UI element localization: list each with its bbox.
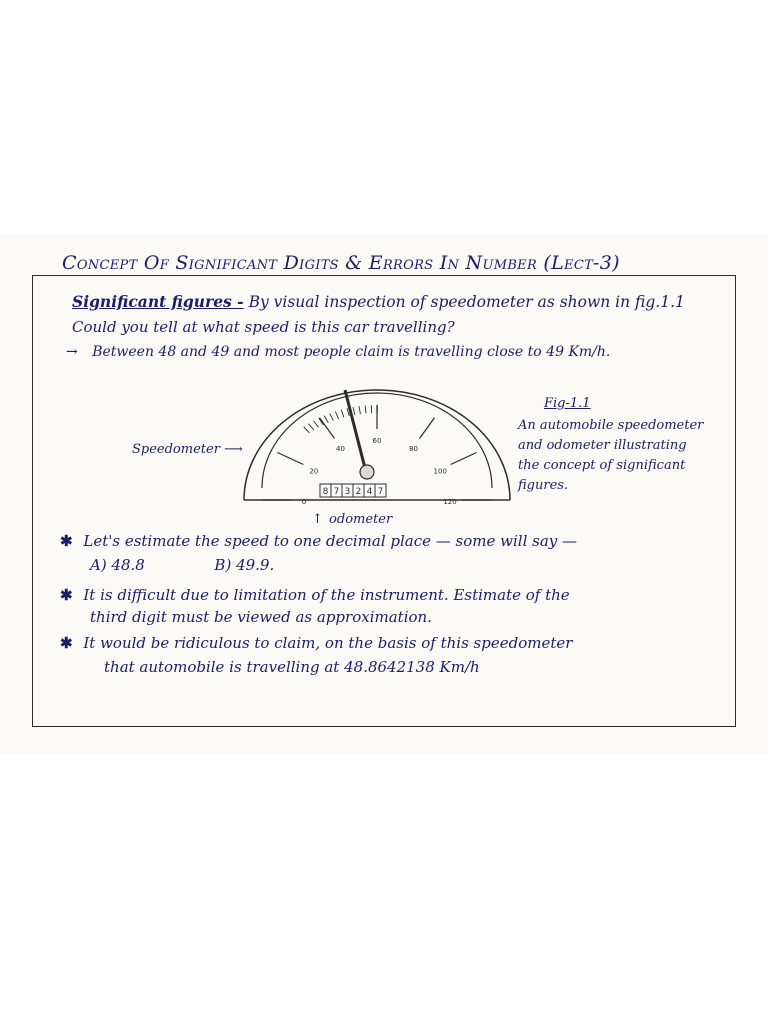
intro-line-1 [72, 292, 685, 311]
needle-hub [360, 465, 374, 479]
bullet-2 [60, 586, 570, 604]
gauge-minor-tick [330, 413, 334, 420]
intro-text-3: Between 48 and 49 and most people claim is travelling close to 49 Km/h. [92, 344, 611, 360]
figure-caption-2: and odometer illustrating [518, 438, 687, 453]
figure-caption-4: figures. [518, 478, 569, 493]
gauge-minor-tick [341, 410, 344, 418]
figure-caption-3: the concept of significant [518, 458, 686, 473]
odometer-digit: 4 [366, 487, 373, 497]
section-heading: Significant figures - [72, 292, 244, 311]
gauge-scale-label: 120 [443, 498, 457, 506]
asterisk-icon: ✱ [60, 634, 73, 652]
odometer-label [312, 512, 392, 527]
bullet-1 [60, 532, 577, 550]
gauge-minor-tick [309, 424, 314, 430]
gauge-minor-tick [335, 411, 338, 418]
option-b: B) 49.9. [214, 556, 275, 574]
gauge-scale-label: 80 [409, 445, 418, 454]
intro-line-2: Could you tell at what speed is this car travelling? [72, 318, 455, 336]
speedometer-label [132, 442, 243, 457]
odometer-digit: 3 [344, 487, 351, 497]
odometer-digit: 2 [355, 487, 362, 497]
odometer [320, 484, 386, 497]
gauge-major-tick [277, 453, 303, 465]
gauge-scale-label: 20 [309, 467, 319, 476]
bullet-1-options [90, 556, 274, 574]
gauge-minor-tick [314, 421, 319, 428]
asterisk-icon: ✱ [60, 532, 73, 550]
speedometer-label-text: Speedometer [132, 442, 220, 457]
gauge-minor-tick [365, 406, 366, 414]
gauge-minor-tick [304, 427, 310, 433]
gauge-major-tick [420, 418, 435, 439]
odometer-digit: 7 [377, 487, 384, 497]
gauge-needle [345, 390, 366, 472]
gauge-scale-label: 0 [301, 498, 307, 506]
bullet-1-text: Let's estimate the speed to one decimal place — some will say — [83, 532, 578, 550]
arrow-icon: → [66, 344, 78, 360]
intro-text-1: By visual inspection of speedometer as shown in fig.1.1 [248, 293, 685, 311]
option-a: A) 48.8 [90, 556, 145, 574]
gauge-scale-label: 40 [336, 445, 345, 454]
asterisk-icon: ✱ [60, 586, 73, 604]
figure-label: Fig-1.1 [544, 396, 591, 411]
gauge-scale-label: 100 [433, 467, 447, 476]
gauge-minor-tick [353, 407, 355, 415]
bullet-2-line-2: third digit must be viewed as approximation. [90, 608, 432, 626]
odometer-digit: 7 [333, 487, 340, 497]
gauge-minor-tick [359, 406, 360, 414]
bullet-3-line-2: that automobile is travelling at 48.8642138 Km/h [104, 658, 480, 676]
bullet-3 [60, 634, 572, 652]
bullet-3-text: It would be ridiculous to claim, on the basis of this speedometer [83, 634, 573, 652]
intro-line-3 [66, 344, 610, 360]
gauge-scale-label: 60 [372, 437, 382, 445]
figure-caption-1: An automobile speedometer [518, 418, 704, 433]
gauge-minor-tick [324, 416, 328, 423]
speedometer-gauge [232, 380, 522, 530]
odometer-digit: 8 [322, 487, 329, 497]
arrow-up-icon: ↑ [312, 512, 323, 527]
page-title: Concept Of Significant Digits & Errors In Number (Lect-3) [62, 252, 620, 274]
odometer-label-text: odometer [329, 512, 393, 527]
bullet-2-text: It is difficult due to limitation of the instrument. Estimate of the [83, 586, 570, 604]
arrow-right-icon: ⟶ [224, 442, 243, 457]
gauge-major-tick [451, 453, 477, 465]
